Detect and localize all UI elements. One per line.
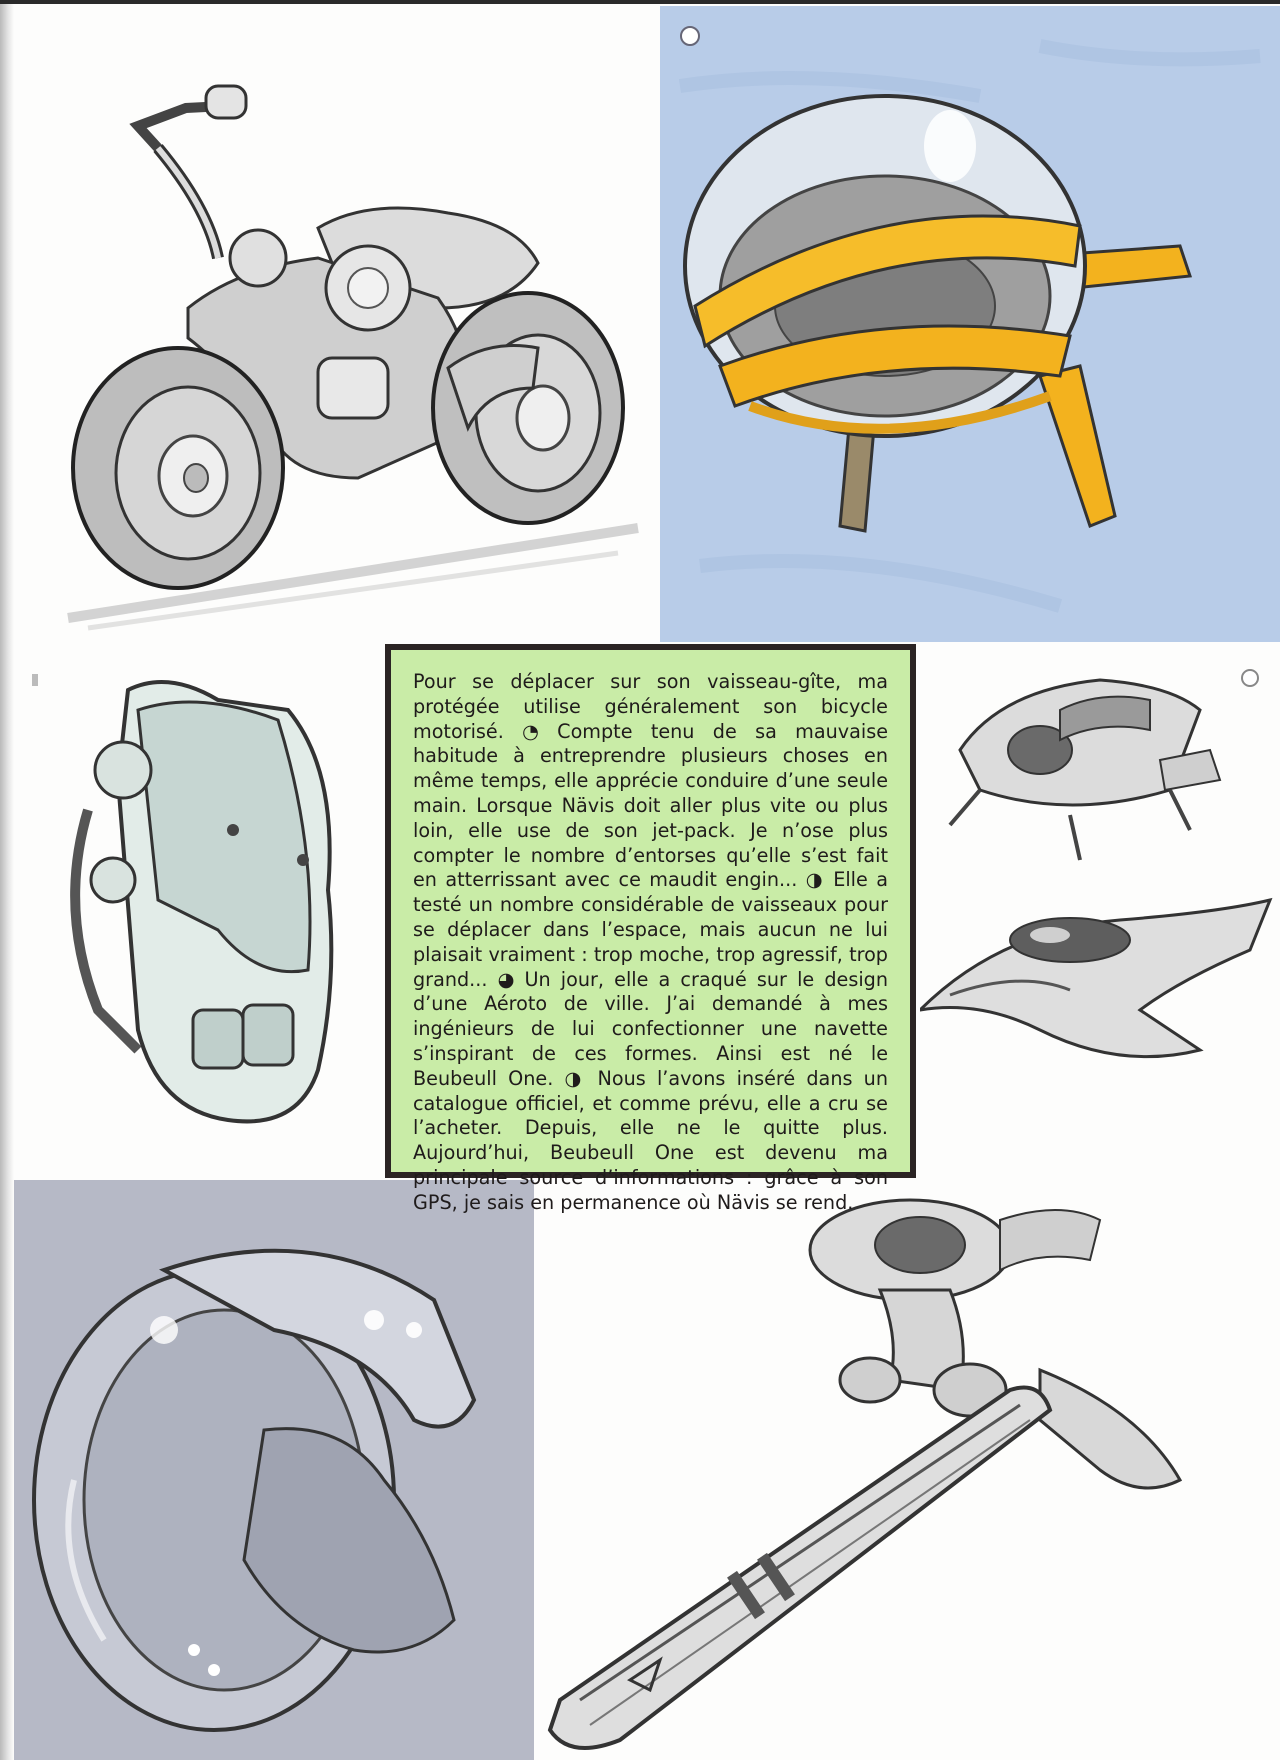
jetpack-sketch — [18, 650, 378, 1170]
caption-textbox — [385, 644, 916, 1214]
yellow-pod-sketch — [660, 6, 1280, 642]
motorbike-sketch — [18, 8, 658, 640]
long-ship-sketch — [540, 1180, 1280, 1760]
book-gutter — [0, 0, 14, 1760]
caption-paragraph: Pour se déplacer sur son vaisseau-gîte, ma protégée utilise généralement son bicycle motorisé. ◔ Compte tenu de sa mauvaise habitude à entreprendre plusieurs choses en même temps, elle apprécie conduire d’une seule main. Lorsque Nävis doit aller plus vite ou plus loin, elle use de son jet-pack. Je n’ose plus compter le nombre d’entorses qu’elle s’est fait en atterrissant avec ce maudit engin... ◑ Elle a testé un nombre considérable de vaisseaux pour se déplacer dans l’espace, mais aucun ne lui plaisait vraiment : trop moche, trop agressif, trop grand... ◕ Un jour, elle a craqué sur le design d’une Aéroto de ville. J’ai demandé à mes ingénieurs de lui confectionner une navette s’inspirant de ces formes. Ainsi est né le Beubeull One. ◑ Nous l’avons inséré dans un catalogue officiel, et comme prévu, elle a cru se l’acheter. Depuis, elle ne le quitte plus. Aujourd’hui, Beubeull One est devenu ma principale source d’informations : grâce à son GPS, je sais en permanence où Nävis se rend. — [413, 670, 888, 1214]
top-edge — [0, 0, 1280, 4]
ring-vehicle-sketch — [14, 1180, 534, 1760]
small-ships-sketch — [920, 650, 1280, 1180]
